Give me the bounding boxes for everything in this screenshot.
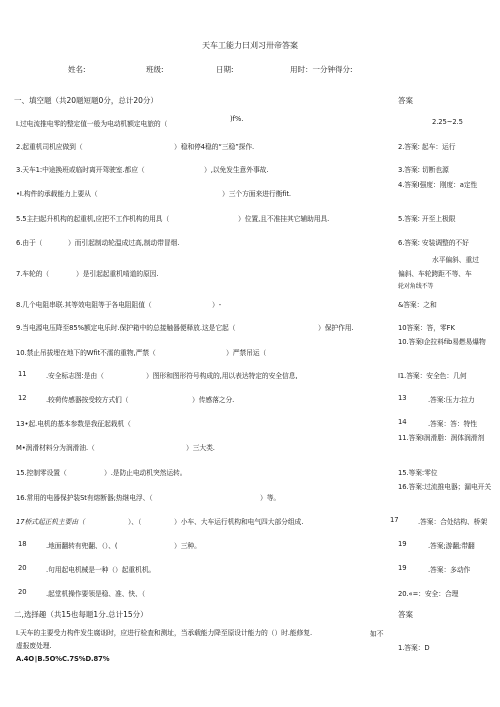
question-9: 9.当电源电压降至85%额定电乐时.保护箱中的总接触器便释放.这是它起（	[16, 324, 236, 332]
question-3-tail: ）,以免发生意外事故.	[204, 166, 269, 174]
question-14: M•润滑材料分为润滑油.（	[16, 444, 95, 452]
answer-18-number: 19	[398, 540, 407, 548]
question-15-tail: ）.是防止电动机突然运转。	[104, 469, 187, 477]
section2-answer-header: 答案	[398, 610, 413, 619]
answer-13-number: 14	[398, 418, 407, 426]
answer-7-line2: 偏斜、车轮跨距不等、车	[398, 270, 472, 278]
question-11: .安全标志图:是由（	[46, 372, 104, 380]
answer-19-number: 19	[398, 564, 407, 572]
section2-question-1-options: A.4O∣B.5O%C.7S%D.87%	[16, 655, 110, 663]
section2-title: 二,选择趣（共15也每题1分.总计15分）	[14, 610, 148, 619]
question-1-percent: )f%.	[230, 115, 244, 123]
name-label: 姓名:	[68, 65, 86, 74]
section2-answer-1: 1.答案：D	[398, 644, 430, 652]
answer-14: 11.答案I润滑脂：润体润滑剂	[398, 434, 485, 442]
answer-4: 4.答案I强度：刚度：a定性	[398, 181, 478, 189]
question-17-a: ）、（	[128, 518, 142, 526]
answer-2: 2.答案: 起车：运行	[398, 143, 456, 151]
date-label: 日期:	[216, 65, 234, 74]
answer-12: .答案:压力:拉力	[428, 396, 475, 404]
question-16: 16.常用的电器保护装St有熔断器;热继电浮、（	[16, 494, 153, 502]
question-12: .较荷传感器按受较方式们（	[46, 396, 129, 404]
question-13: 13•起.电机的基本参数是我征起栽机（	[16, 420, 131, 428]
question-4: •I.构件的承载能力上要从（	[16, 190, 98, 198]
answer-11: I1.答案：安全色：几何	[398, 372, 467, 380]
question-10: 10.禁止吊拔埋在地下的Wfit不濡的重物,严禁（	[16, 349, 156, 357]
question-17: 17桥式起正机主要由（	[16, 518, 85, 526]
answer-7-line3: 轮对角线不等	[398, 283, 434, 290]
question-9-tail: ）保护作用.	[318, 324, 354, 332]
question-20: .起堂机操作要领是稳、准、快、（	[46, 590, 146, 598]
question-8: 8.几个电阻串联.其等效电阻等于各电阻阻值（	[16, 301, 152, 309]
question-7-tail: ）是引起起重机啃道的原因.	[76, 270, 159, 278]
question-18: .地面翻转有兜翻、（）、(	[46, 542, 118, 550]
question-17-b: ）小车、大车运行机构和电气四大部分组成.	[174, 518, 304, 526]
answer-19: .答案：多动作	[428, 566, 471, 574]
question-14-tail: ）三大类.	[186, 444, 215, 452]
question-12-tail: ）传感落之分.	[192, 396, 235, 404]
section2-question-1-tail: 如不	[370, 630, 384, 638]
answer-6: 6.答案: 安装调整的不好	[398, 239, 469, 247]
answer-5: 5.答案: 开至上极限	[398, 215, 456, 223]
section2-question-1-line2: 虚报废处理.	[16, 642, 52, 650]
question-12-number: 12	[18, 394, 27, 402]
answer-7-line1: 水平偏斜、重过	[432, 256, 479, 264]
question-6-tail: ）而引起制动轮温成过高,制动带冒烟.	[68, 239, 180, 247]
section1-answer-header: 答案	[398, 96, 413, 105]
answer-3: 3.答案: 切断也源	[398, 166, 449, 174]
question-5-tail: ）位置,且不准挂其它辅助用具.	[238, 215, 330, 223]
page-title: 天车工能力曰刈习卅帝答案	[202, 41, 298, 50]
question-1: I.过电流推电零的整定值一般为电动机额定电旅的（	[16, 120, 168, 128]
question-18-number: 18	[18, 540, 27, 548]
time-score-label: 用时：一分钟得分:	[290, 65, 353, 74]
answer-17-number: 17	[390, 516, 399, 524]
question-7: 7.车轮的（	[16, 270, 50, 278]
question-4-tail: ）三个方面来进行衡fit.	[222, 190, 291, 198]
answer-18: .答案;游翻;带翻	[428, 542, 475, 550]
section1-title: 一、填空题（共20题短题0分，总计20分）	[14, 96, 158, 105]
question-19: .句用起电机械是一种（）起重机机。	[46, 566, 156, 574]
answer-10: 10.答案I企拉料fib易燃易爆物	[398, 338, 486, 346]
answer-20: 20.«=：安全：合理	[398, 590, 459, 598]
answer-13: .答案：答：特性	[428, 420, 477, 428]
class-label: 班级:	[146, 65, 164, 74]
question-20-number: 20	[18, 588, 27, 596]
answer-15: 15.等案:零位	[398, 469, 438, 477]
question-2-tail: ）稳和停4稳的“三稳”探作.	[174, 143, 255, 151]
question-5: 5.5主扫起升机构的起重机,应把不工作机构的用具（	[16, 215, 170, 223]
question-3: 3.天车1:中途换班或临时离开驾驶室.都应（	[16, 166, 145, 174]
question-19-number: 20	[18, 564, 27, 572]
question-2: 2.起重机司机应做到（	[16, 143, 83, 151]
answer-16: 16.答案:过流推电器；漏电开关	[398, 483, 492, 491]
answer-1: 2.25~2.5	[432, 118, 463, 126]
question-11-number: 11	[18, 370, 27, 378]
question-10-tail: ）严禁吊运（	[226, 349, 267, 357]
question-6: 6.由于（	[16, 239, 43, 247]
answer-8: &答案：之和	[398, 301, 437, 309]
question-15: 15.控制零设置（	[16, 469, 67, 477]
answer-17: .答案：合处结构、桥架	[418, 518, 488, 526]
section2-question-1: I.天车的主要受力构件发生腐诎时，应进行检査和测址，当承载能力降至原设计能力的（）时.能修复.	[16, 629, 313, 637]
question-8-tail: ）-	[212, 301, 222, 309]
answer-12-number: 13	[398, 394, 407, 402]
question-16-tail: ）等。	[260, 494, 281, 502]
answer-9: 10答案：答，零FK	[398, 324, 455, 332]
question-11-tail: ）图形和图形符号构成的,用以表达特定的安全信息,	[146, 372, 298, 380]
question-18-tail: ）三种。	[174, 542, 201, 550]
